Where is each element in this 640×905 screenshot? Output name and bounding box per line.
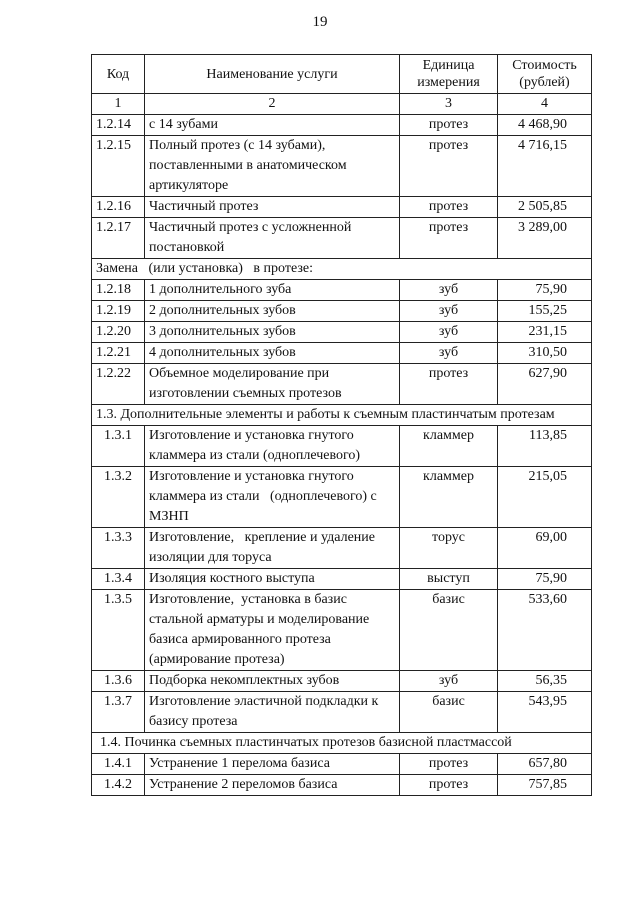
section-title: Замена (или установка) в протезе: — [92, 259, 592, 280]
row-cost: 56,35 — [498, 671, 592, 692]
row-name: Изготовление и установка гнутого кламмера из стали (одноплечевого) — [145, 426, 400, 467]
row-code: 1.2.22 — [92, 364, 145, 405]
table-row — [92, 467, 592, 528]
column-number: 1 — [92, 94, 145, 115]
row-name: 4 дополнительных зубов — [145, 343, 400, 364]
table-row — [92, 218, 592, 259]
table-row — [92, 197, 592, 218]
table-row — [92, 590, 592, 671]
row-code: 1.4.2 — [92, 775, 145, 796]
column-number: 3 — [400, 94, 498, 115]
row-name: Объемное моделирование при изготовлении съемных протезов — [145, 364, 400, 405]
table-row — [92, 426, 592, 467]
table-row — [92, 280, 592, 301]
row-code: 1.2.14 — [92, 115, 145, 136]
section-title: 1.3. Дополнительные элементы и работы к съемным пластинчатым протезам — [92, 405, 592, 426]
row-name: Изготовление, установка в базис стальной арматуры и моделирование базиса армированного протеза (армирование протеза) — [145, 590, 400, 671]
table-row — [92, 364, 592, 405]
row-cost: 75,90 — [498, 280, 592, 301]
header-unit: Единица измерения — [400, 55, 498, 94]
row-cost: 657,80 — [498, 754, 592, 775]
table-row — [92, 775, 592, 796]
header-row — [92, 55, 592, 94]
row-name: Изготовление, крепление и удаление изоляции для торуса — [145, 528, 400, 569]
section-title: 1.4. Починка съемных пластинчатых протезов базисной пластмассой — [92, 733, 592, 754]
row-code: 1.2.18 — [92, 280, 145, 301]
row-unit: выступ — [400, 569, 498, 590]
price-table — [91, 54, 592, 796]
table-row — [92, 115, 592, 136]
row-cost: 155,25 — [498, 301, 592, 322]
row-name: Устранение 2 переломов базиса — [145, 775, 400, 796]
row-code: 1.3.1 — [92, 426, 145, 467]
row-code: 1.3.5 — [92, 590, 145, 671]
row-unit: торус — [400, 528, 498, 569]
section-row — [92, 405, 592, 426]
row-cost: 4 716,15 — [498, 136, 592, 197]
row-cost: 757,85 — [498, 775, 592, 796]
row-unit: протез — [400, 364, 498, 405]
row-unit: зуб — [400, 301, 498, 322]
row-cost: 533,60 — [498, 590, 592, 671]
row-cost: 4 468,90 — [498, 115, 592, 136]
row-unit: протез — [400, 754, 498, 775]
table-row — [92, 528, 592, 569]
row-unit: кламмер — [400, 426, 498, 467]
row-unit: кламмер — [400, 467, 498, 528]
table-row — [92, 671, 592, 692]
row-unit: зуб — [400, 322, 498, 343]
row-unit: базис — [400, 590, 498, 671]
row-name: 3 дополнительных зубов — [145, 322, 400, 343]
row-code: 1.3.2 — [92, 467, 145, 528]
row-cost: 2 505,85 — [498, 197, 592, 218]
row-unit: базис — [400, 692, 498, 733]
row-name: Частичный протез — [145, 197, 400, 218]
row-code: 1.2.16 — [92, 197, 145, 218]
row-name: Подборка некомплектных зубов — [145, 671, 400, 692]
row-unit: зуб — [400, 343, 498, 364]
row-cost: 3 289,00 — [498, 218, 592, 259]
row-name: 2 дополнительных зубов — [145, 301, 400, 322]
row-name: с 14 зубами — [145, 115, 400, 136]
header-cost: Стоимость (рублей) — [498, 55, 592, 94]
column-number: 4 — [498, 94, 592, 115]
header-name: Наименование услуги — [145, 55, 400, 94]
row-code: 1.2.21 — [92, 343, 145, 364]
row-code: 1.3.4 — [92, 569, 145, 590]
row-name: Полный протез (с 14 зубами), поставленными в анатомическом артикуляторе — [145, 136, 400, 197]
row-cost: 627,90 — [498, 364, 592, 405]
row-cost: 231,15 — [498, 322, 592, 343]
row-name: Изоляция костного выступа — [145, 569, 400, 590]
row-name: Изготовление и установка гнутого кламмера из стали (одноплечевого) с МЗНП — [145, 467, 400, 528]
row-code: 1.3.3 — [92, 528, 145, 569]
row-name: Устранение 1 перелома базиса — [145, 754, 400, 775]
row-code: 1.4.1 — [92, 754, 145, 775]
row-unit: протез — [400, 115, 498, 136]
row-cost: 75,90 — [498, 569, 592, 590]
table-row — [92, 569, 592, 590]
row-code: 1.2.20 — [92, 322, 145, 343]
row-code: 1.2.17 — [92, 218, 145, 259]
table-row — [92, 136, 592, 197]
column-number-row — [92, 94, 592, 115]
row-code: 1.3.6 — [92, 671, 145, 692]
row-cost: 543,95 — [498, 692, 592, 733]
table-row — [92, 301, 592, 322]
row-code: 1.2.19 — [92, 301, 145, 322]
row-unit: протез — [400, 775, 498, 796]
row-unit: зуб — [400, 671, 498, 692]
row-unit: протез — [400, 218, 498, 259]
row-name: Изготовление эластичной подкладки к базису протеза — [145, 692, 400, 733]
row-cost: 113,85 — [498, 426, 592, 467]
column-number: 2 — [145, 94, 400, 115]
row-cost: 215,05 — [498, 467, 592, 528]
table-row — [92, 692, 592, 733]
row-code: 1.2.15 — [92, 136, 145, 197]
page-number: 19 — [312, 14, 328, 30]
row-name: Частичный протез с усложненной постановкой — [145, 218, 400, 259]
row-unit: зуб — [400, 280, 498, 301]
header-code: Код — [92, 55, 145, 94]
row-unit: протез — [400, 197, 498, 218]
row-cost: 310,50 — [498, 343, 592, 364]
row-cost: 69,00 — [498, 528, 592, 569]
row-name: 1 дополнительного зуба — [145, 280, 400, 301]
table-row — [92, 322, 592, 343]
table-row — [92, 343, 592, 364]
row-code: 1.3.7 — [92, 692, 145, 733]
section-row — [92, 733, 592, 754]
table-row — [92, 754, 592, 775]
section-row — [92, 259, 592, 280]
row-unit: протез — [400, 136, 498, 197]
